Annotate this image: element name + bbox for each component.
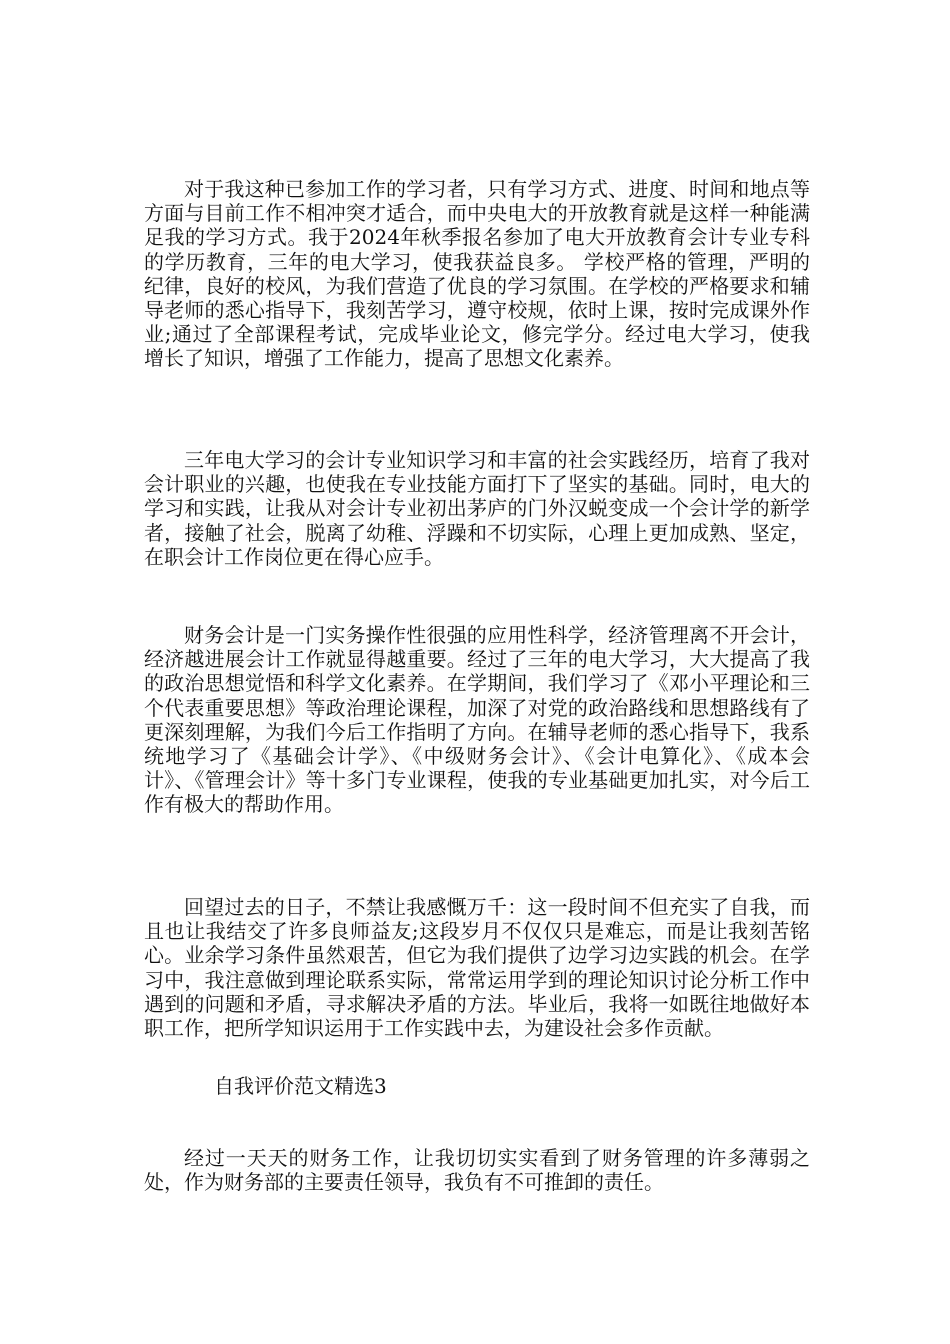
paragraph-looking-back: 回望过去的日子，不禁让我感慨万千：这一段时间不但充实了自我，而且也让我结交了许多良师益友;这段岁月不仅仅只是难忘，而是让我刻苦铭心。业余学习条件虽然艰苦，但它为我们提供了边学习边实践的机会。在学习中，我注意做到理论联系实际，常常运用学到的理论知识讨论分析工作中遇到的问题和矛盾，寻求解决矛盾的方法。毕业后，我将一如既往地做好本职工作，把所学知识运用于工作实践中去，为建设社会多作贡献。 [144,895,810,1041]
paragraph-accounting-practice: 三年电大学习的会计专业知识学习和丰富的社会实践经历，培育了我对会计职业的兴趣，也使我在专业技能方面打下了坚实的基础。同时，电大的学习和实践，让我从对会计专业初出茅庐的门外汉蜕变成一个会计学的新学者，接触了社会，脱离了幼稚、浮躁和不切实际，心理上更加成熟、坚定，在职会计工作岗位更在得心应手。 [144,448,810,569]
paragraph-study-experience: 对于我这种已参加工作的学习者，只有学习方式、进度、时间和地点等方面与目前工作不相冲突才适合，而中央电大的开放教育就是这样一种能满足我的学习方式。我于2024年秋季报名参加了电大开放教育会计专业专科的学历教育，三年的电大学习，使我获益良多。 学校严格的管理，严明的纪律，良好的校风，为我们营造了优良的学习氛围。在学校的严格要求和辅导老师的悉心指导下，我刻苦学习，遵守校规，依时上课，按时完成课外作业;通过了全部课程考试，完成毕业论文，修完学分。经过电大学习，使我增长了知识，增强了工作能力，提高了思想文化素养。 [144,177,810,371]
paragraph-financial-accounting: 财务会计是一门实务操作性很强的应用性科学，经济管理离不开会计，经济越进展会计工作就显得越重要。经过了三年的电大学习，大大提高了我的政治思想觉悟和科学文化素养。在学期间，我们学习了《邓小平理论和三个代表重要思想》等政治理论课程，加深了对党的政治路线和思想路线有了更深刻理解，为我们今后工作指明了方向。在辅导老师的悉心指导下，我系统地学习了《基础会计学》、《中级财务会计》、《会计电算化》、《成本会计》、《管理会计》等十多门专业课程，使我的专业基础更加扎实，对今后工作有极大的帮助作用。 [144,623,810,817]
paragraph-finance-work: 经过一天天的财务工作，让我切切实实看到了财务管理的许多薄弱之处，作为财务部的主要责任领导，我负有不可推卸的责任。 [144,1146,810,1195]
section-heading: 自我评价范文精选3 [214,1074,387,1098]
